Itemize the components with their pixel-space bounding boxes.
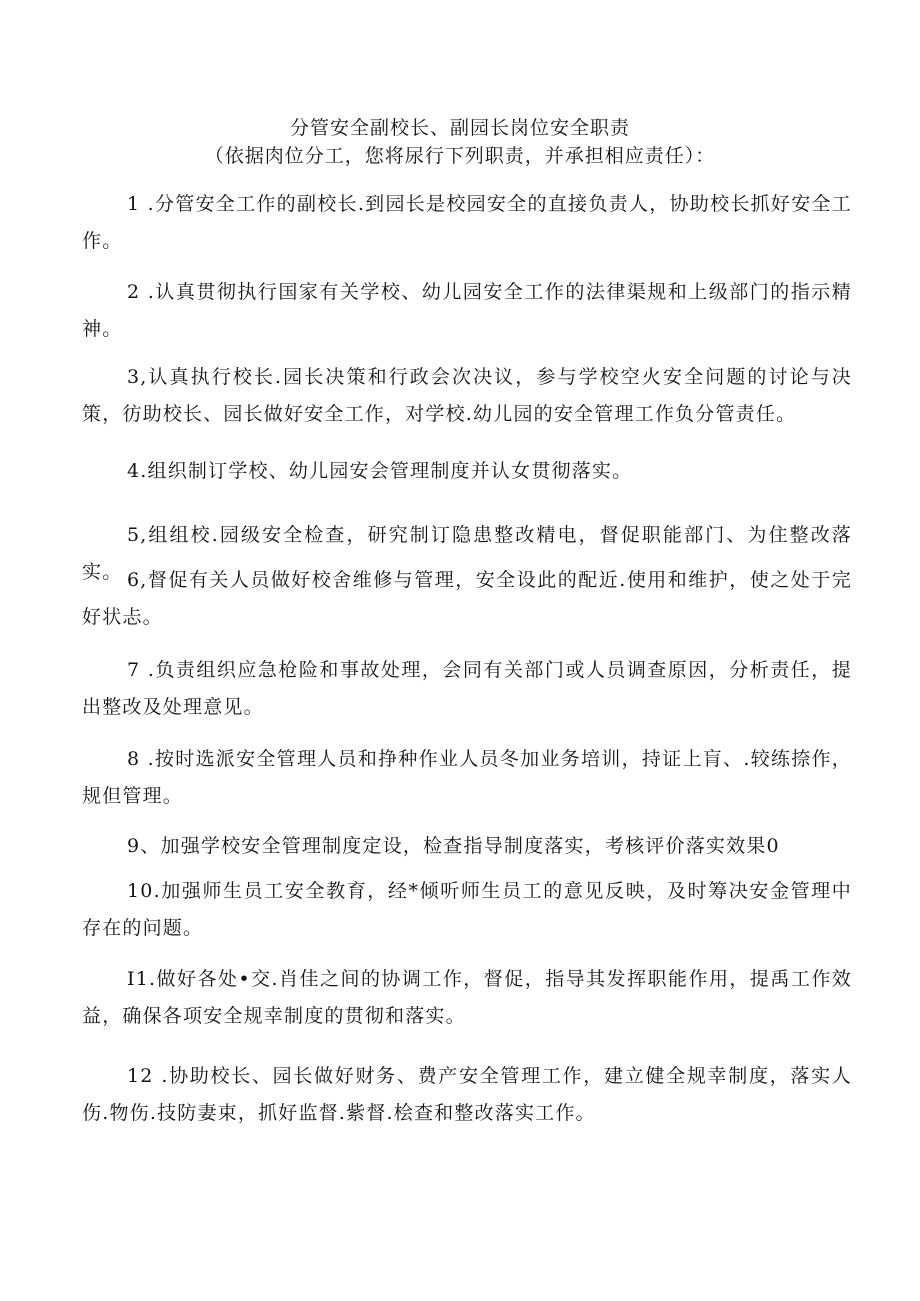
duty-item-4: 4.组织制订学校、幼儿园安会管理制度并认女贯彻落实。 bbox=[127, 460, 633, 482]
duty-item-5: 5,组组校.园级安全检查，研究制订隐患整改精电，督促职能部门、为住整改落实。 bbox=[82, 524, 852, 583]
duty-item-2: 2 .认真贯彻执行国家有关学校、幼儿园安全工作的法律渠规和上级部门的指示精神。 bbox=[82, 281, 852, 340]
duty-item-1: 1 .分管安全工作的副校长.到园长是校园安全的直接负责人，协助校长抓好安全工作。 bbox=[82, 193, 852, 252]
duty-item-3: 3,认真执行校长.园长决策和行政会次决议，参与学校空火安全问题的讨论与决策，彷助校长、园长做好安全工作，对学校.幼儿园的安全管理工作负分管责任。 bbox=[82, 366, 852, 425]
duty-item-12: 12 .协助校长、园长做好财务、费产安全管理工作，建立健全规幸制度，落实人伤.物伤.技防妻束，抓好监督.紫督.桧查和整改落实工作。 bbox=[82, 1065, 852, 1124]
duty-item-7: 7 .负责组织应急枪险和事故处理，会同有关部门或人员调查原因，分析责任，提出整改及处理意见。 bbox=[82, 659, 852, 718]
duty-item-8: 8 .按时选派安全管理人员和挣种作业人员冬加业务培训，持证上肓、.较练捺作，规但管理。 bbox=[82, 748, 852, 807]
document-title: 分管安全副校长、副园长岗位安全职责 bbox=[289, 117, 630, 139]
duty-item-6: 6,督促有关人员做好校舍维修与管理，安全设此的配近.使用和维护，使之处于完好状忐。 bbox=[82, 569, 852, 628]
duty-item-10: 10.加强师生员工安全教育，经*倾听师生员工的意见反映，及时筹决安金管理中存在的问题。 bbox=[82, 880, 852, 939]
duty-item-9: 9、加强学校安全管理制度定设，检查指导制度落实，考核评价落实效果0 bbox=[127, 835, 780, 857]
document-subtitle: （依据肉位分工，您将尿行下列职责，并承担相应责任）： bbox=[204, 145, 716, 167]
duty-item-11: I1.做好各处•交.肖佳之间的协调工作，督促，指导其发挥职能作用，提禹工作效益，确保各项安全规幸制度的贯彻和落实。 bbox=[82, 968, 852, 1027]
